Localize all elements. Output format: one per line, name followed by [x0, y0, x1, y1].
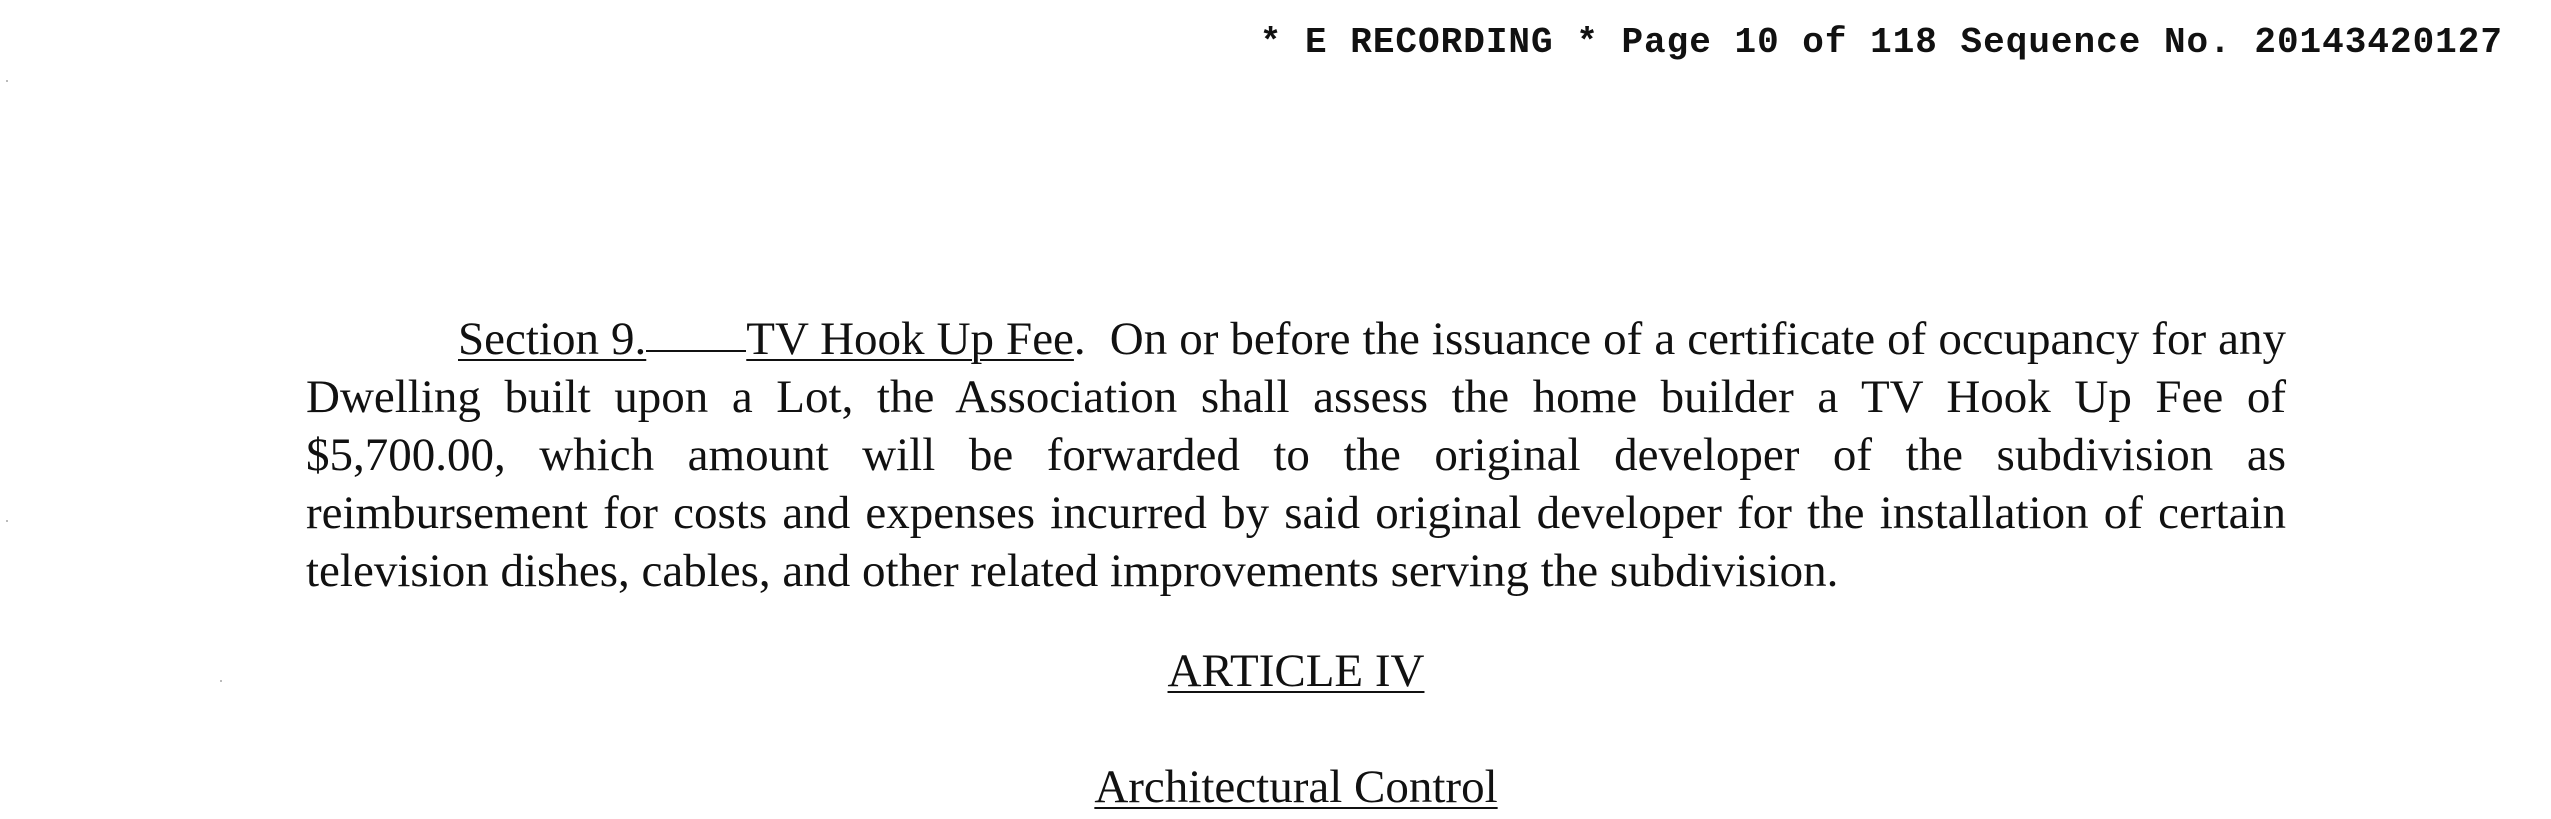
section-body: On or before the issuance of a certificate of occupancy for any Dwelling built upon a Lot, the Association shall assess the home builder a TV Hook Up Fee of $5,700.00, which amount will be forwarded to the original developer of the subdivision as reimbursement for costs and expenses incurred by said original developer for the installation of certain television dishes, cables, and other related improvements serving the subdivision. — [306, 313, 2287, 597]
article-subheading — [306, 760, 2286, 814]
recording-header: * E RECORDING * Page 10 of 118 Sequence No. 20143420127 — [1259, 22, 2503, 63]
scan-speck — [220, 680, 222, 682]
section-number: Section 9. — [458, 313, 647, 365]
scan-speck — [6, 80, 8, 82]
section-title-punct: . — [1073, 313, 1086, 365]
section-title: TV Hook Up Fee — [746, 313, 1074, 365]
section-9-paragraph — [306, 306, 2286, 600]
article-subheading-text: Architectural Control — [1094, 761, 1498, 813]
section-gap-underline — [646, 304, 746, 352]
article-heading-text: ARTICLE IV — [1167, 645, 1425, 697]
article-heading — [306, 644, 2286, 698]
scan-speck — [6, 520, 8, 522]
